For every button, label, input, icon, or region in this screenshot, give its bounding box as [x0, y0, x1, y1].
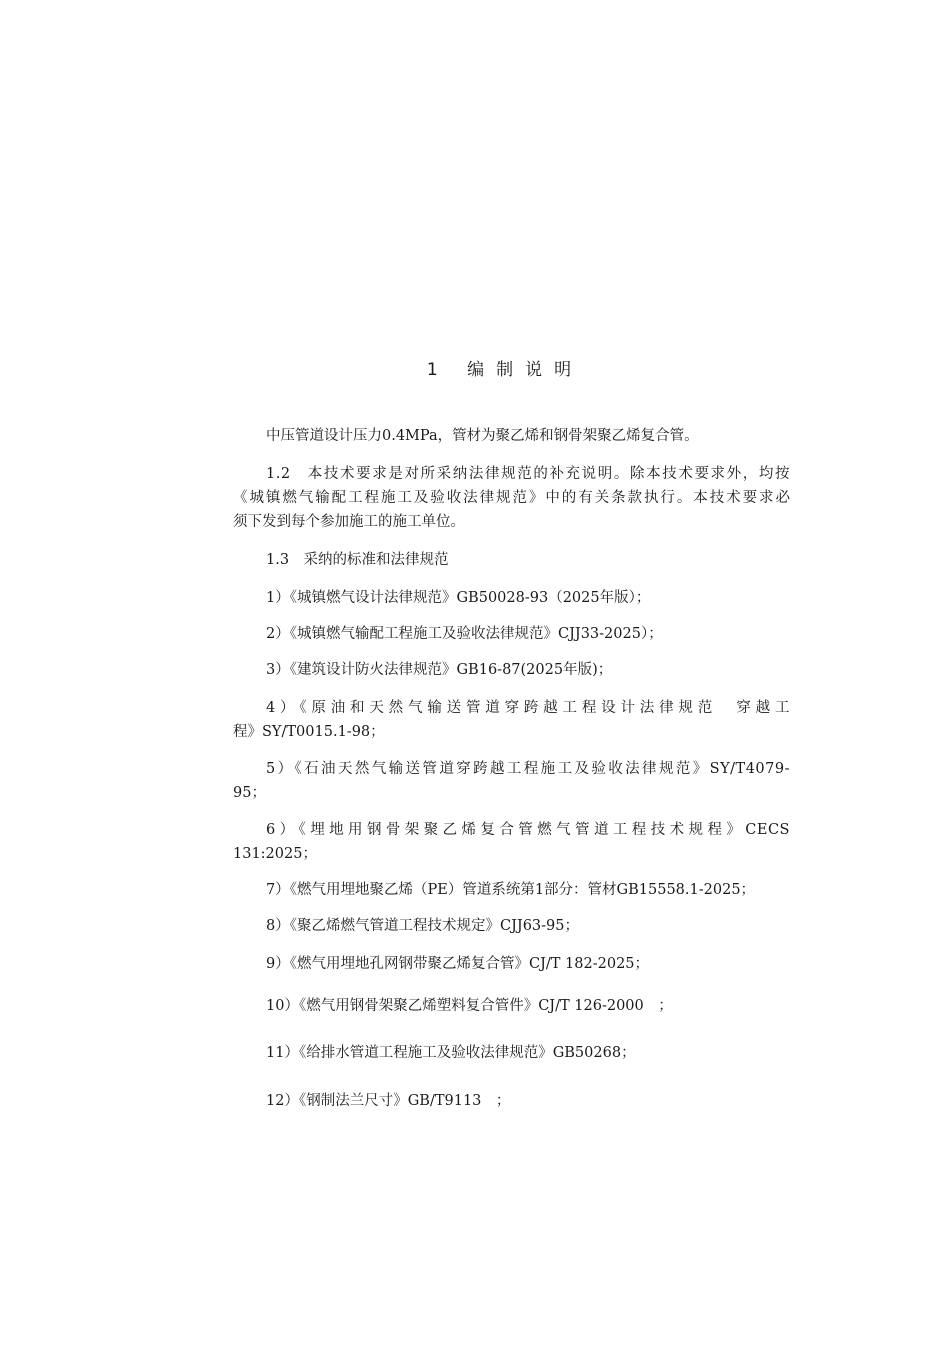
list-item-line-1: 5）《石油天然气输送管道穿跨越工程施工及验收法律规范》SY/T4079-	[266, 761, 790, 777]
section-1-2-line-2: 《城镇燃气输配工程施工及验收法律规范》中的有关条款执行。本技术要求必	[233, 490, 790, 506]
list-item: 7）《燃气用埋地聚乙烯（PE）管道系统第1部分：管材GB15558.1-2025；	[266, 882, 756, 898]
section-1-2-line-3: 须下发到每个参加施工的施工单位。	[233, 514, 465, 530]
list-item-line-2: 95；	[233, 785, 266, 801]
list-item: 9）《燃气用埋地孔网钢带聚乙烯复合管》CJ/T 182-2025；	[266, 956, 650, 972]
list-item: 8）《聚乙烯燃气管道工程技术规定》CJJ63-95；	[266, 918, 579, 934]
list-item-line-2: 131:2025；	[233, 846, 317, 862]
list-item	[233, 818, 790, 866]
list-item	[233, 696, 790, 744]
list-item: 10）《燃气用钢骨架聚乙烯塑料复合管件》CJ/T 126-2000 ；	[266, 998, 673, 1014]
list-item-line-1: 4）《原油和天然气输送管道穿跨越工程设计法律规范 穿越工	[266, 700, 790, 716]
intro-paragraph: 中压管道设计压力0.4MPa，管材为聚乙烯和钢骨架聚乙烯复合管。	[266, 428, 699, 444]
list-item: 12）《钢制法兰尺寸》GB/T9113 ；	[266, 1093, 511, 1109]
list-item: 3）《建筑设计防火法律规范》GB16-87(2025年版)；	[266, 662, 613, 678]
list-item-line-1: 6）《埋地用钢骨架聚乙烯复合管燃气管道工程技术规程》CECS	[266, 822, 790, 838]
section-1-2-line-1: 1.2 本技术要求是对所采纳法律规范的补充说明。除本技术要求外，均按	[266, 466, 790, 482]
section-heading: 1 编制说明	[426, 360, 584, 380]
list-item-line-2: 程》SY/T0015.1-98；	[233, 724, 385, 740]
list-item	[233, 757, 790, 805]
section-1-2-paragraph	[233, 462, 790, 534]
list-item: 1）《城镇燃气设计法律规范》GB50028-93（2025年版）；	[266, 590, 651, 606]
section-1-3-heading: 1.3 采纳的标准和法律规范	[266, 552, 449, 568]
list-item: 2）《城镇燃气输配工程施工及验收法律规范》CJJ33-2025）；	[266, 626, 663, 642]
list-item: 11）《给排水管道工程施工及验收法律规范》GB50268；	[266, 1045, 636, 1061]
